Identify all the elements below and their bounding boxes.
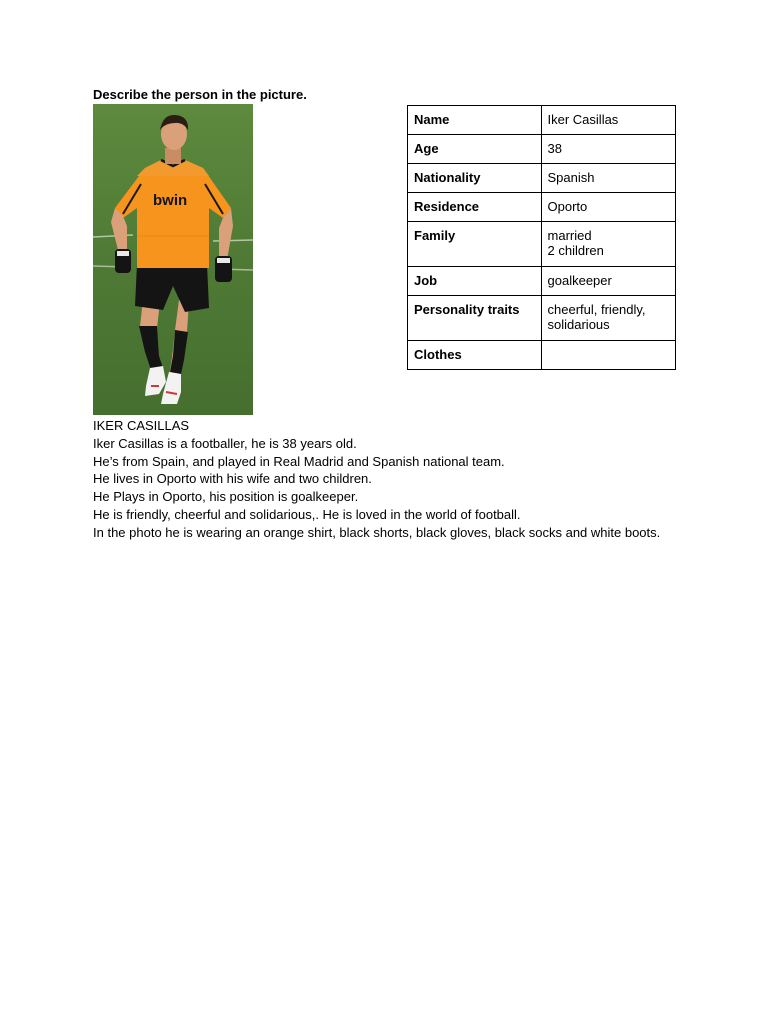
row-value: married 2 children	[541, 222, 675, 267]
row-value-empty	[541, 341, 675, 370]
table-row	[408, 267, 676, 296]
table-row	[408, 193, 676, 222]
row-label: Clothes	[408, 341, 542, 370]
worksheet-heading: Describe the person in the picture.	[93, 87, 307, 102]
row-value: Oporto	[541, 193, 675, 222]
person-info-table	[407, 105, 676, 370]
row-value: 38	[541, 135, 675, 164]
description-line: He is friendly, cheerful and solidarious,. He is loved in the world of football.	[93, 506, 521, 522]
row-label: Residence	[408, 193, 542, 222]
row-label: Family	[408, 222, 542, 267]
description-title: IKER CASILLAS	[93, 418, 190, 433]
description-text	[93, 417, 693, 542]
row-label: Personality traits	[408, 296, 542, 341]
row-label: Age	[408, 135, 542, 164]
row-value: cheerful, friendly, solidarious	[541, 296, 675, 341]
table-row	[408, 296, 676, 341]
description-line: He’s from Spain, and played in Real Madrid and Spanish national team.	[93, 453, 505, 469]
row-value: Spanish	[541, 164, 675, 193]
player-photo	[93, 104, 253, 415]
table-row	[408, 341, 676, 370]
row-value: Iker Casillas	[541, 106, 675, 135]
row-label: Job	[408, 267, 542, 296]
description-line: Iker Casillas is a footballer, he is 38 years old.	[93, 435, 357, 451]
row-label: Name	[408, 106, 542, 135]
row-label: Nationality	[408, 164, 542, 193]
table-row	[408, 135, 676, 164]
description-line: He Plays in Oporto, his position is goalkeeper.	[93, 489, 359, 505]
table-row	[408, 106, 676, 135]
table-row	[408, 222, 676, 267]
row-value: goalkeeper	[541, 267, 675, 296]
description-line: He lives in Oporto with his wife and two children.	[93, 471, 372, 487]
table-row	[408, 164, 676, 193]
svg-text:bwin: bwin	[153, 192, 188, 209]
description-line: In the photo he is wearing an orange shirt, black shorts, black gloves, black socks and white boots.	[93, 524, 661, 540]
